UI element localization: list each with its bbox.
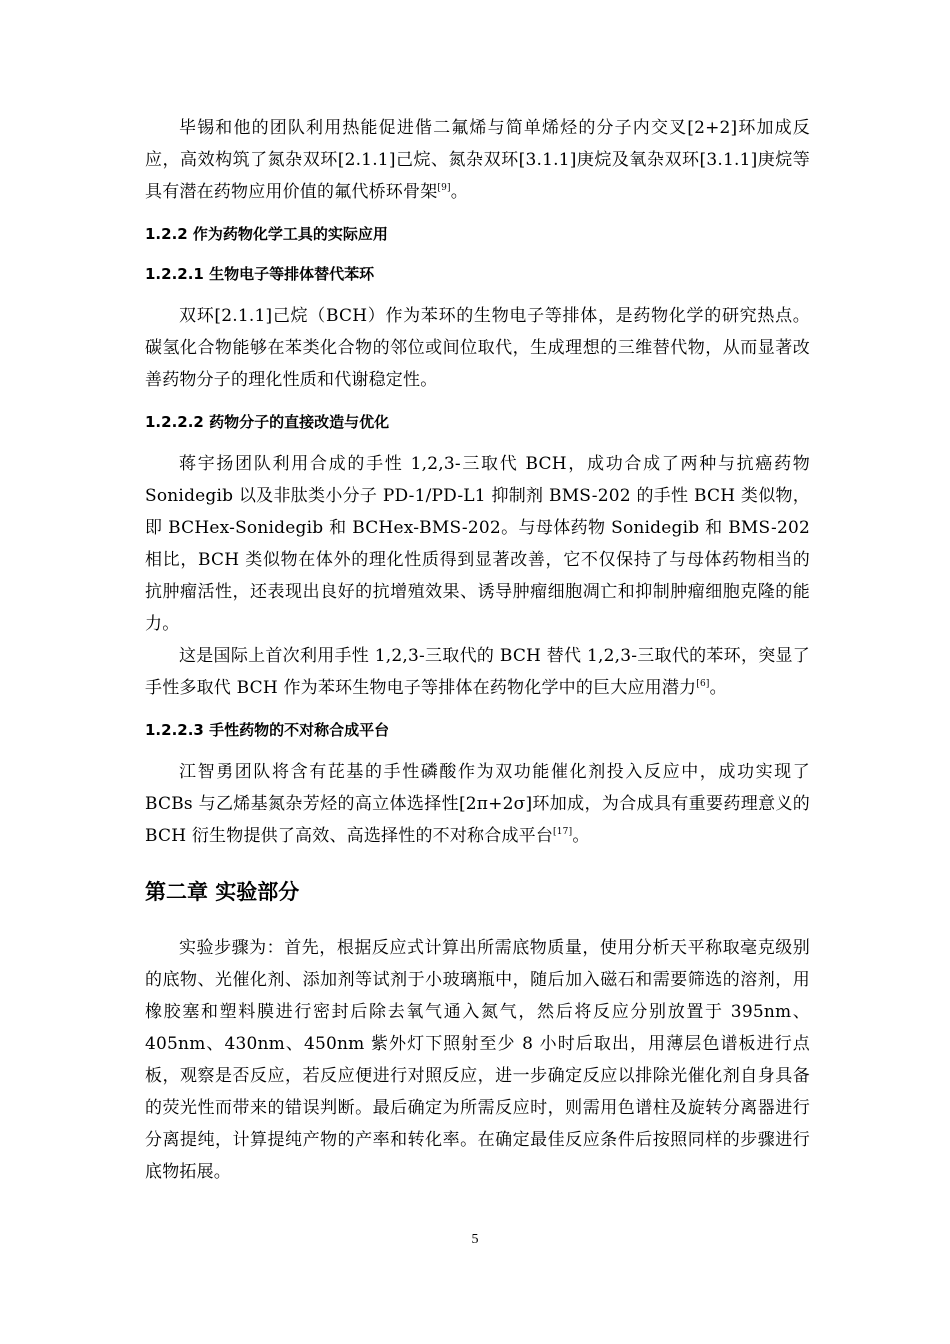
page-content	[145, 112, 810, 1188]
paragraph-drug-modification: 蒋宇扬团队利用合成的手性 1,2,3-三取代 BCH，成功合成了两种与抗癌药物 Sonidegib 以及非肽类小分子 PD-1/PD-L1 抑制剂 BMS-202 的手性 BCH 类似物，即 BCHex-Sonidegib 和 BCHex-BMS-202。与母体药物 Sonidegib 和 BMS-202 相比，BCH 类似物在体外的理化性质得到显著改善，它不仅保持了与母体药物相当的抗肿瘤活性，还表现出良好的抗增殖效果、诱导肿瘤细胞凋亡和抑制肿瘤细胞克隆的能力。	[145, 454, 810, 634]
section-heading-1-2-2-2: 1.2.2.2 药物分子的直接改造与优化	[145, 413, 390, 431]
citation-17: [17]	[553, 827, 573, 837]
paragraph-bch-bioisostere: 双环[2.1.1]己烷（BCH）作为苯环的生物电子等排体，是药物化学的研究热点。碳氢化合物能够在苯类化合物的邻位或间位取代，生成理想的三维替代物，从而显著改善药物分子的理化性质和代谢稳定性。	[145, 306, 810, 390]
paragraph-fluorinated-bridged-rings: 毕锡和他的团队利用热能促进偕二氟烯与简单烯烃的分子内交叉[2+2]环加成反应，高效构筑了氮杂双环[2.1.1]己烷、氮杂双环[3.1.1]庚烷及氧杂双环[3.1.1]庚烷等具有潜在药物应用价值的氟代桥环骨架[9]。	[145, 118, 810, 202]
paragraph-experiment-steps: 实验步骤为：首先，根据反应式计算出所需底物质量，使用分析天平称取毫克级别的底物、光催化剂、添加剂等试剂于小玻璃瓶中，随后加入磁石和需要筛选的溶剂，用橡胶塞和塑料膜进行密封后除去氧气通入氮气，然后将反应分别放置于 395nm、405nm、430nm、450nm 紫外灯下照射至少 8 小时后取出，用薄层色谱板进行点板，观察是否反应，若反应便进行对照反应，进一步确定反应以排除光催化剂自身具备的荧光性而带来的错误判断。最后确定为所需反应时，则需用色谱柱及旋转分离器进行分离提纯，计算提纯产物的产率和转化率。在确定最佳反应条件后按照同样的步骤进行底物拓展。	[145, 938, 810, 1182]
paragraph-asymmetric-synthesis: 江智勇团队将含有芘基的手性磷酸作为双功能催化剂投入反应中，成功实现了 BCBs 与乙烯基氮杂芳烃的高立体选择性[2π+2σ]环加成，为合成具有重要药理意义的 BCH 衍生物提供了高效、高选择性的不对称合成平台[17]。	[145, 762, 810, 846]
paragraph-first-application: 这是国际上首次利用手性 1,2,3-三取代的 BCH 替代 1,2,3-三取代的苯环，突显了手性多取代 BCH 作为苯环生物电子等排体在药物化学中的巨大应用潜力[6]。	[145, 646, 810, 698]
chapter-title: 第二章 实验部分	[145, 880, 300, 904]
section-heading-1-2-2: 1.2.2 作为药物化学工具的实际应用	[145, 225, 388, 243]
citation-9: [9]	[437, 183, 451, 193]
section-heading-1-2-2-1: 1.2.2.1 生物电子等排体替代苯环	[145, 265, 375, 283]
page-number: 5	[471, 1232, 479, 1247]
citation-6: [6]	[696, 679, 710, 689]
section-heading-1-2-2-3: 1.2.2.3 手性药物的不对称合成平台	[145, 721, 390, 739]
